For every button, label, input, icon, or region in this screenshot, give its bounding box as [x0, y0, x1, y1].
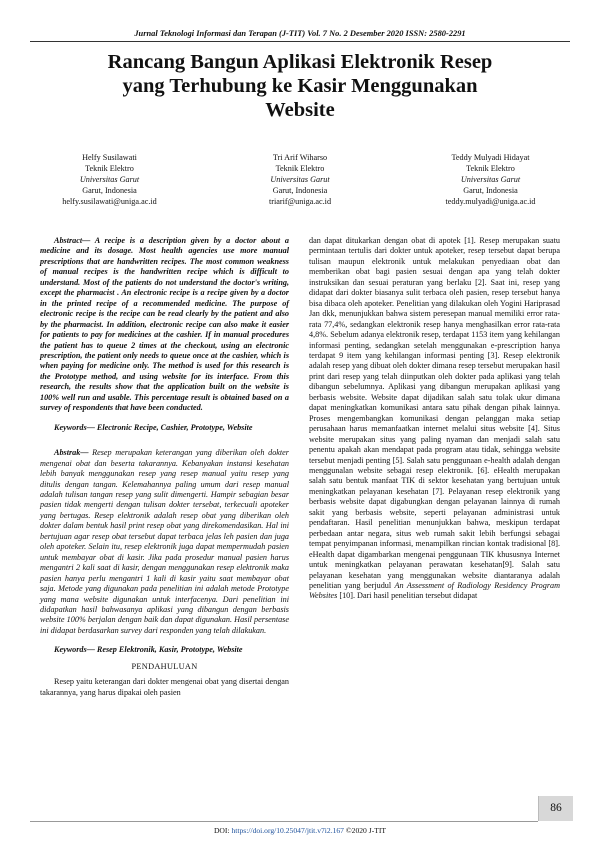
author-univ: Universitas Garut — [79, 174, 140, 184]
abstrak-text: Resep merupakan keterangan yang diberikan oleh dokter mengenai obat dan beserta takarannya. Kebanyakan instansi kesehatan lebih banyak menggunakan resep yang resep manual yaitu resep yang ditulis dengan tangan. Kelemahannya paling umum dari resep manual adalah tulisan tangan resep yang sulit dimengerti. Hampir sebagian besar pasien tidak mengerti dengan tulisan dokter tersebat, terkecuali apoteker yang bertugas. Resep elektronik adalah resep obat yang diberikan oleh dokter dalam bentuk hasil print resep obat yang direkomendasikan. Hal ini bertujuan agar resep obat tersebut dapat terbaca jelas leh pasien dan juga oleh apoteker. Selain itu, resep elektronik juga dapat mempermudah pasien untuk membayar obat di kasir. Jika pada prosedur manual pasien harus mengantri 2 kali saat di kasir, dengan menggunakan resep elektronik maka pasien hanya perlu mengantri 1 kali di kasir yaitu saat membayar obat saja. Metode yang digunakan pada penelitian ini adalah metode Prototype yang mana website digunakan untuk interfacenya. Dari penelitian ini didapatkan hasil bahwasanya aplikasi yang dibangun dengan berbasis website 100% berjalan dengan baik dan dapat digunakan. Hasil persentase ini didapat berdasarkan survey dari responden yang telah dilakukan. — [40, 448, 289, 635]
right-column — [309, 236, 560, 602]
cited-title: An Assessment of Radiology Residency Program Websites — [309, 580, 560, 601]
doi-label: DOI: — [213, 826, 232, 835]
abstrak-label: Abstrak— — [54, 448, 89, 458]
author-univ: Universitas Garut — [270, 174, 330, 184]
body-text-end: [10]. Dari hasil penelitian tersebut didapat — [337, 591, 478, 601]
author-city: Garut, Indonesia — [82, 185, 137, 195]
title-line-2: yang Terhubung ke Kasir Menggunakan — [122, 75, 478, 97]
section-heading: PENDAHULUAN — [131, 661, 198, 671]
footer — [80, 826, 520, 835]
author-city: Garut, Indonesia — [463, 185, 518, 195]
copyright: ©2020 J-TIT — [343, 826, 387, 835]
author-name: Helfy Susilawati — [82, 153, 137, 162]
indonesian-keywords: Keywords— Resep Elektronik, Kasir, Prototype, Website — [54, 645, 243, 655]
author-dept: Teknik Elektro — [466, 163, 515, 173]
english-keywords: Keywords— Electronic Recipe, Cashier, Prototype, Website — [54, 422, 253, 432]
title-line-1: Rancang Bangun Aplikasi Elektronik Resep — [107, 51, 493, 73]
author-city: Garut, Indonesia — [272, 185, 328, 195]
left-column — [40, 236, 289, 698]
paper-title — [40, 50, 560, 122]
body-paragraph — [309, 236, 560, 602]
title-line-3: Website — [265, 99, 335, 121]
footer-rule — [30, 821, 538, 822]
body-text: dan dapat ditukarkan dengan obat di apotek [1]. Resep merupakan suatu permintaan tertulis dari dokter untuk apoteker, resep tersebut dapat berupa tulisan maupun elektronik untuk melakukan penyediaan obat dan memberikan obat bagi pasien sesuai dengan apa yang telah dokter instruksikan dan sesuai peraturan yang berlaku [2]. Saat ini, resep yang didapat dari dokter biasanya sulit terbaca oleh pasien, resep tersebut hanya bisa dibaca oleh apoteker. Penelitian yang dilakukan oleh Yogini Hariprasad Jan dkk, menunjukkan bahwa sistem peresepan manual memiliki error rata-rata 77,4%, sedangkan elektronik resep hanya menghasilkan error rata-rata 4,8%. Sebelum adanya elektronik resep, terdapat 1153 item yang kehilangan informasi penting, sedangkan setelah menggunakan e-prescription hanya terdapat 9 item yang kehilangan informasi penting [3]. Resep elektronik adalah resep yang dibuat oleh dokter dimana resep tersebut merupakan hasil print dari resep yang telah diinputkan oleh dokter pada aplikasi yang telah dibangun sebelumnya. Aplikasi yang dibangun merupakan aplikasi yang berbasis website. Website dapat dijadikan salah satu tolak ukur dimana dapat meningkatkan komunikasi antara satu pihak dengan pihak lainnya. Proses mengembangkan komunikasi dengan pelanggan maka setiap perusahaan harus memanfaatkan internet melalui situs website [4]. Situs website merupakan situs yang paling nyaman dan menjadi salah satu penentu apakah akan mendapat pada program atau tidak, sehingga website tersebut menjadi penting [5]. Salah satu penggunaan e-health adalah dengan menggunalan website sebagai resep elektronik. [6]. eHealth merupakan salah satu bentuk manfaat TIK di sektor kesehatan yang bertujuan untuk meningkatkan pelayanan kesehatan [7]. Pelayanan resep elektronik yang berbasis website dapat digabungkan dengan pelayanan lainnya di rumah sakit yang berbasis website, seperti pelayanan administrasi untuk pendaftaran. Hasil penelitian menunjukkan bahwa, meskipun terdapat perbedaan antar negara, situs web rumah sakit lebih berfungsi sebagai tempat penyimpanan informasi, menampilkan rincian kontak tradisional [8]. eHealth dapat digambarkan mengenai penggunaan TIK khususnya Internet untuk meningkatkan pelayanan perawatan kesehatan[9]. Salah satu pelayanan kesehatan yang menggunakan website diantaranya adalah penelitian yang berjudul — [309, 236, 560, 590]
indonesian-abstract — [40, 448, 289, 636]
page-number: 86 — [538, 796, 573, 821]
author-block — [22, 153, 578, 208]
intro-paragraph: Resep yaitu keterangan dari dokter mengenai obat yang disertai dengan takarannya, yang harus dipakai oleh pasien — [40, 677, 289, 697]
author-1 — [22, 153, 197, 208]
author-email: teddy.mulyadi@uniga.ac.id — [445, 196, 536, 206]
author-name: Tri Arif Wiharso — [272, 153, 328, 162]
author-email: triarif@uniga.ac.id — [268, 196, 332, 206]
english-abstract: Abstract— A recipe is a description given by a doctor about a medicine and its dosage. Most health agencies use more manual prescriptions that are handwritten recipes. The most common weakness of manual recipes is the handwritten recipe which is difficult to understand. Most of the patients do not understand the doctor's writing, except the pharmacist . An electronic recipe is a recipe given by a doctor in the printed recipe of a recommended medicine. The purpose of electronic recipe is the recipe can be read clearly by the patient and also by the pharmacist. In addition, electronic recipe can also make it easier for patients to pay for medicines at the cashier. If in manual procedures the patient has to queue 2 times at the checkout, using an electronic prescription, the patient only needs to queue once at the cashier, which is when paying for medicine only. The method is used for this research is the Prototype method, and using website for its interface. From this research, the results show that the application built on the website is 100% well run and usable. This percentage result is obtained based on a survey of respondents that have been conducted. — [40, 236, 289, 413]
author-email: helfy.susilawati@uniga.ac.id — [62, 196, 157, 206]
author-univ: Universitas Garut — [460, 174, 521, 184]
author-name: Teddy Mulyadi Hidayat — [451, 153, 530, 162]
doi-link[interactable]: https://doi.org/10.25047/jtit.v7i2.167 — [231, 826, 344, 835]
author-dept: Teknik Elektro — [85, 163, 134, 173]
author-dept: Teknik Elektro — [275, 163, 325, 173]
header-rule — [30, 41, 570, 42]
author-2 — [213, 153, 388, 208]
journal-header: Jurnal Teknologi Informasi dan Terapan (J-TIT) Vol. 7 No. 2 Desember 2020 ISSN: 2580-2291 — [134, 29, 466, 38]
author-3 — [403, 153, 578, 208]
